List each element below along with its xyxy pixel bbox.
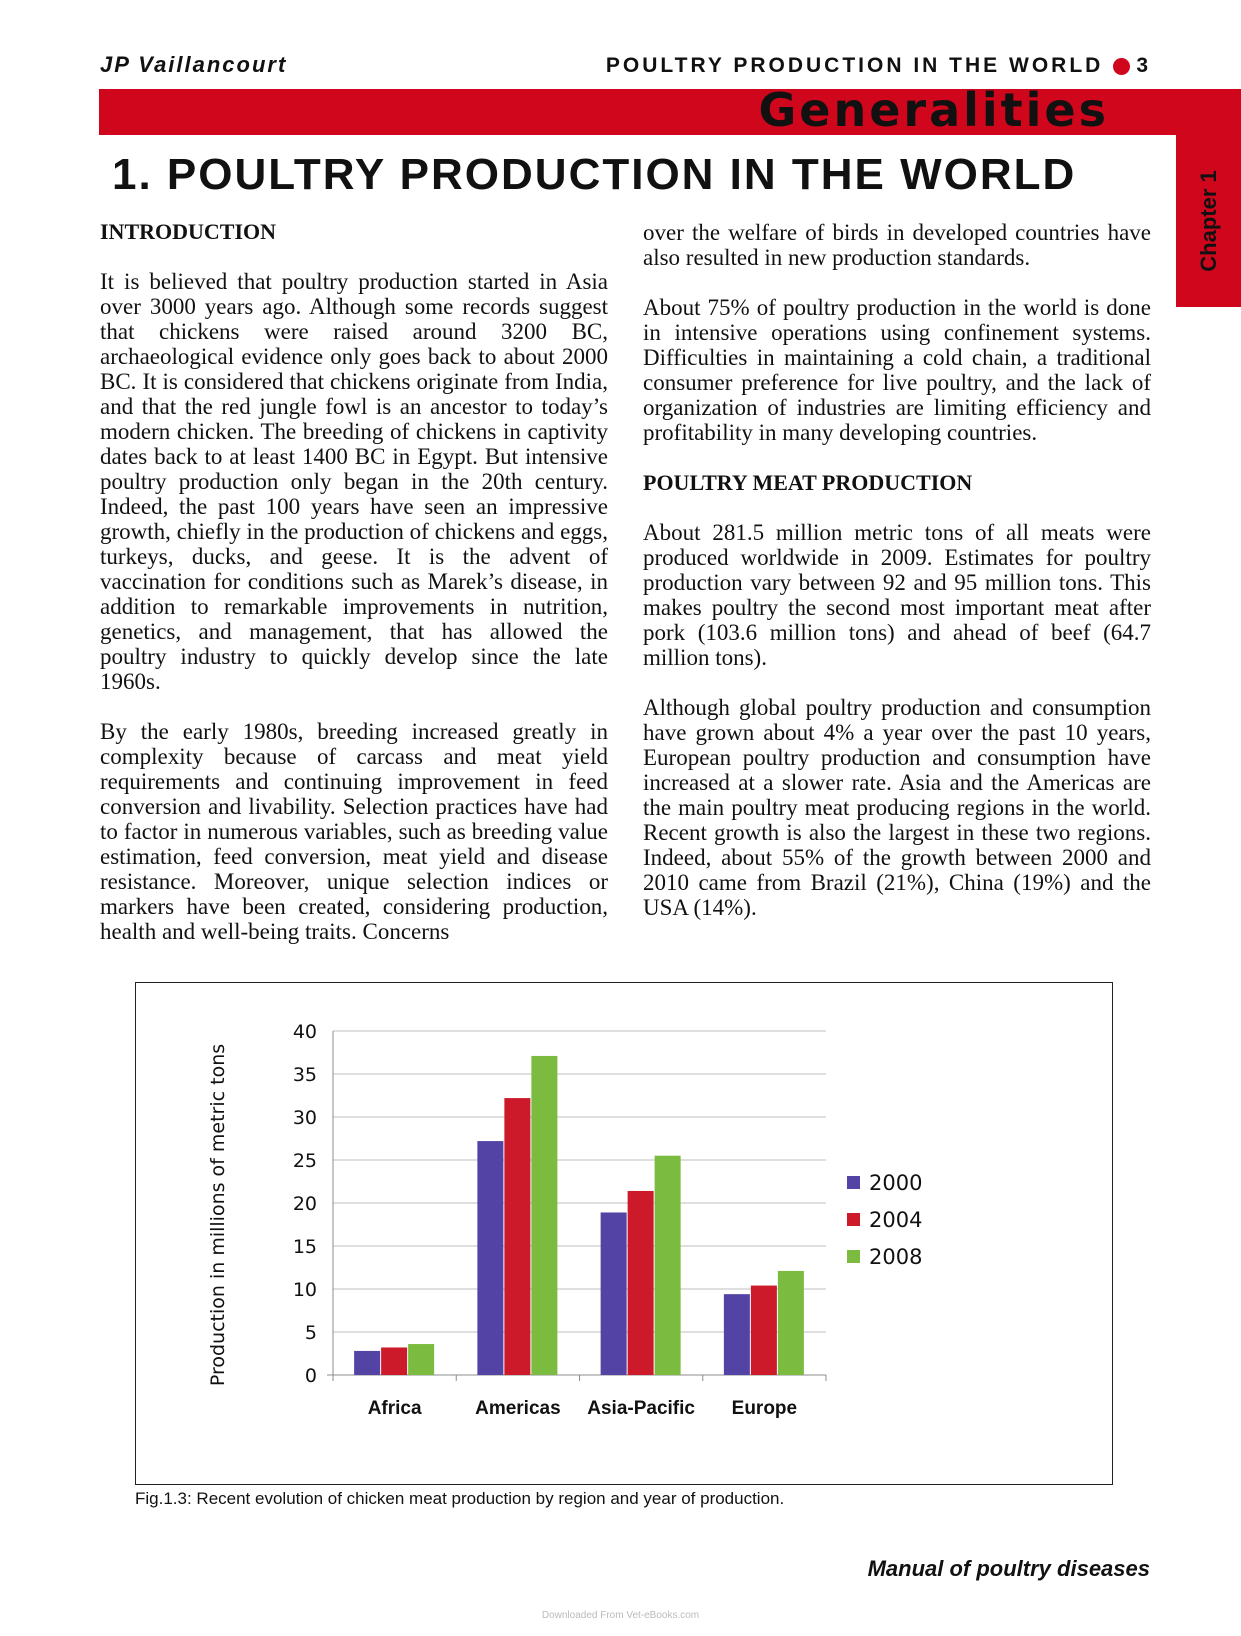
chapter-tab-label: Chapter 1 [1195, 170, 1221, 272]
bar-americas-2008 [531, 1056, 557, 1375]
bar-europe-2004 [751, 1286, 777, 1375]
bar-africa-2008 [408, 1344, 434, 1375]
legend-swatch-2000 [847, 1176, 860, 1189]
page-number: 3 [1136, 54, 1151, 77]
legend-label-2000: 2000 [869, 1171, 923, 1195]
bar-europe-2008 [778, 1271, 804, 1375]
legend-swatch-2004 [847, 1213, 860, 1226]
bar-americas-2004 [504, 1098, 530, 1375]
y-tick-label: 10 [292, 1279, 317, 1301]
y-tick-label: 5 [304, 1322, 317, 1344]
bar-americas-2000 [477, 1141, 503, 1375]
y-tick-label: 20 [292, 1193, 317, 1215]
page-title: 1. POULTRY PRODUCTION IN THE WORLD [112, 150, 1077, 199]
x-tick-label: Asia-Pacific [587, 1398, 695, 1419]
footer-book-title: Manual of poultry diseases [867, 1556, 1150, 1581]
y-tick-label: 0 [304, 1365, 317, 1387]
section-banner-label: Generalities [758, 83, 1109, 137]
running-header [606, 54, 1151, 78]
paragraph: About 281.5 million metric tons of all meats were produced worldwide in 2009. Estimates for poultry production vary between 92 and 95 million tons. This makes poultry the second most important meat after pork (103.6 million tons) and ahead of beef (64.7 million tons). [643, 520, 1151, 670]
y-tick-label: 15 [292, 1236, 317, 1258]
paragraph: over the welfare of birds in developed countries have also resulted in new production standards. [643, 220, 1151, 270]
paragraph: About 75% of poultry production in the world is done in intensive operations using confinement systems. Difficulties in maintaining a cold chain, a traditional consumer preference for live poultry, and the lack of organization of industries are limiting efficiency and profitability in many developing countries. [643, 295, 1151, 445]
y-tick-label: 35 [292, 1064, 317, 1086]
bar-asia-pacific-2008 [655, 1156, 681, 1375]
y-tick-label: 25 [292, 1150, 317, 1172]
paragraph: Although global poultry production and consumption have grown about 4% a year over the past 10 years, European poultry production and consumption have increased at a slower rate. Asia and the Americas are the main poultry meat producing regions in the world. Recent growth is also the largest in these two regions. Indeed, about 55% of the growth between 2000 and 2010 came from Brazil (21%), China (19%) and the USA (14%). [643, 695, 1151, 920]
legend-label-2008: 2008 [869, 1245, 923, 1269]
legend-swatch-2008 [847, 1250, 860, 1263]
download-note: Downloaded From Vet-eBooks.com [541, 1610, 700, 1621]
red-dot-icon [1113, 58, 1130, 75]
y-axis-label: Production in millions of metric tons [207, 1043, 229, 1387]
bar-chart [136, 983, 1114, 1486]
figure-frame [135, 982, 1113, 1485]
figure-caption: Fig.1.3: Recent evolution of chicken meat production by region and year of production. [135, 1489, 785, 1508]
running-title: POULTRY PRODUCTION IN THE WORLD [605, 54, 1104, 77]
author-name: JP Vaillancourt [100, 52, 288, 77]
legend-label-2004: 2004 [869, 1208, 923, 1232]
bar-asia-pacific-2000 [601, 1212, 627, 1375]
x-tick-label: Africa [367, 1398, 422, 1419]
paragraph: It is believed that poultry production started in Asia over 3000 years ago. Although some records suggest that chickens were raised around 3200 BC, archaeological evidence only goes back to about 2000 BC. It is considered that chickens originate from India, and that the red jungle fowl is an ancestor to today’s modern chicken. The breeding of chickens in captivity dates back to at least 1400 BC in Egypt. But intensive poultry production only began in the 20th century. Indeed, the past 100 years have seen an impressive growth, chiefly in the production of chickens and eggs, turkeys, ducks, and geese. It is the advent of vaccination for conditions such as Marek’s disease, in addition to remarkable improvements in nutrition, genetics, and management, that has allowed the poultry industry to quickly develop since the late 1960s. [100, 269, 608, 694]
y-tick-label: 40 [292, 1021, 317, 1043]
section-heading-introduction: INTRODUCTION [100, 219, 277, 244]
paragraph: By the early 1980s, breeding increased greatly in complexity because of carcass and meat yield requirements and continuing improvement in feed conversion and livability. Selection practices have had to factor in numerous variables, such as breeding value estimation, feed conversion, meat yield and disease resistance. Moreover, unique selection indices or markers have been created, considering production, health and well-being traits. Concerns [100, 719, 608, 944]
bar-africa-2000 [354, 1351, 380, 1375]
y-tick-label: 30 [292, 1107, 317, 1129]
x-tick-label: Americas [475, 1398, 561, 1419]
text-column-left [100, 219, 608, 969]
text-column-right [643, 220, 1151, 945]
bar-europe-2000 [724, 1294, 750, 1375]
chapter-tab [1176, 135, 1241, 307]
section-heading-meat-production: POULTRY MEAT PRODUCTION [643, 470, 973, 495]
section-banner [99, 83, 1241, 137]
bar-africa-2004 [381, 1347, 407, 1375]
x-tick-label: Europe [731, 1398, 798, 1419]
bar-asia-pacific-2004 [628, 1191, 654, 1375]
